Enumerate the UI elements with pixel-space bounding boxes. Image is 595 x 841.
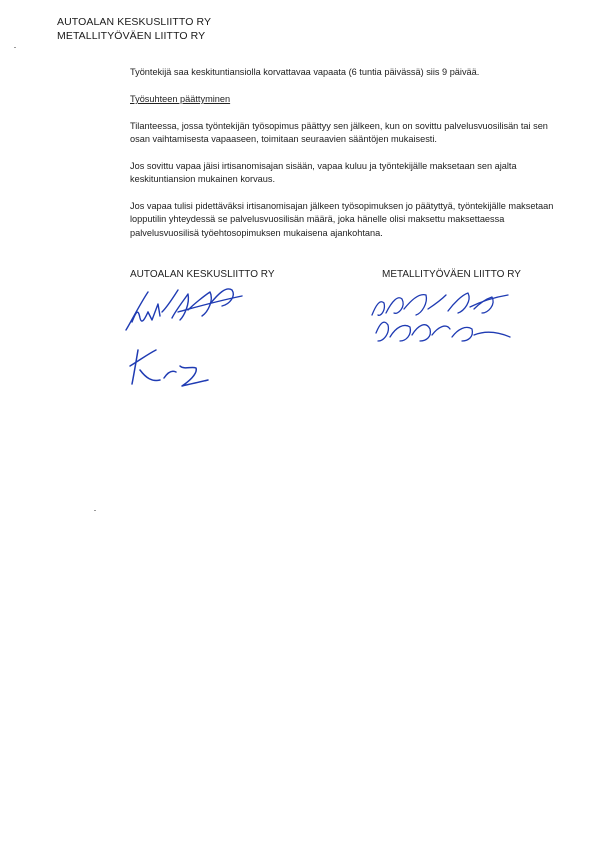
paragraph-1: Työntekijä saa keskituntiansiolla korvattavaa vapaata (6 tuntia päivässä) siis 9 päivää. bbox=[130, 67, 480, 77]
section-heading: Työsuhteen päättyminen bbox=[130, 93, 231, 104]
header-line-1: AUTOALAN KESKUSLIITTO RY bbox=[57, 16, 212, 28]
scan-speck bbox=[14, 47, 16, 48]
left-signature-1 bbox=[118, 282, 258, 337]
document-body bbox=[130, 66, 560, 254]
header-line-2: METALLITYÖVÄEN LIITTO RY bbox=[57, 30, 206, 42]
right-signature bbox=[362, 285, 522, 355]
paragraph-3: Jos sovittu vapaa jäisi irtisanomisajan sisään, vapaa kuluu ja työntekijälle maksetaan sen ajalta keskituntiansion mukainen korvaus. bbox=[130, 160, 517, 185]
paragraph-2: Tilanteessa, jossa työntekijän työsopimus päättyy sen jälkeen, kun on sovittu palvelusvuosilisän tai sen osan vaihtamisesta vapaaseen, toimitaan seuraavien sääntöjen mukaisesti. bbox=[130, 120, 548, 144]
paragraph-4: Jos vapaa tulisi pidettäväksi irtisanomisajan jälkeen työsopimuksen jo päätyttyä, työntekijälle maksetaan lopputilin yhteydessä se palvelusvuosilisän määrä, joka hänelle olisi maksettu maksettaessa palvelusvuosilisä työehtosopimuksen mukaisena ajankohtana. bbox=[130, 201, 554, 238]
scan-speck bbox=[94, 510, 96, 511]
left-party-name: AUTOALAN KESKUSLIITTO RY bbox=[130, 269, 275, 280]
right-party-name: METALLITYÖVÄEN LIITTO RY bbox=[382, 269, 521, 280]
document-header bbox=[57, 15, 211, 43]
left-signature-2 bbox=[118, 344, 218, 392]
